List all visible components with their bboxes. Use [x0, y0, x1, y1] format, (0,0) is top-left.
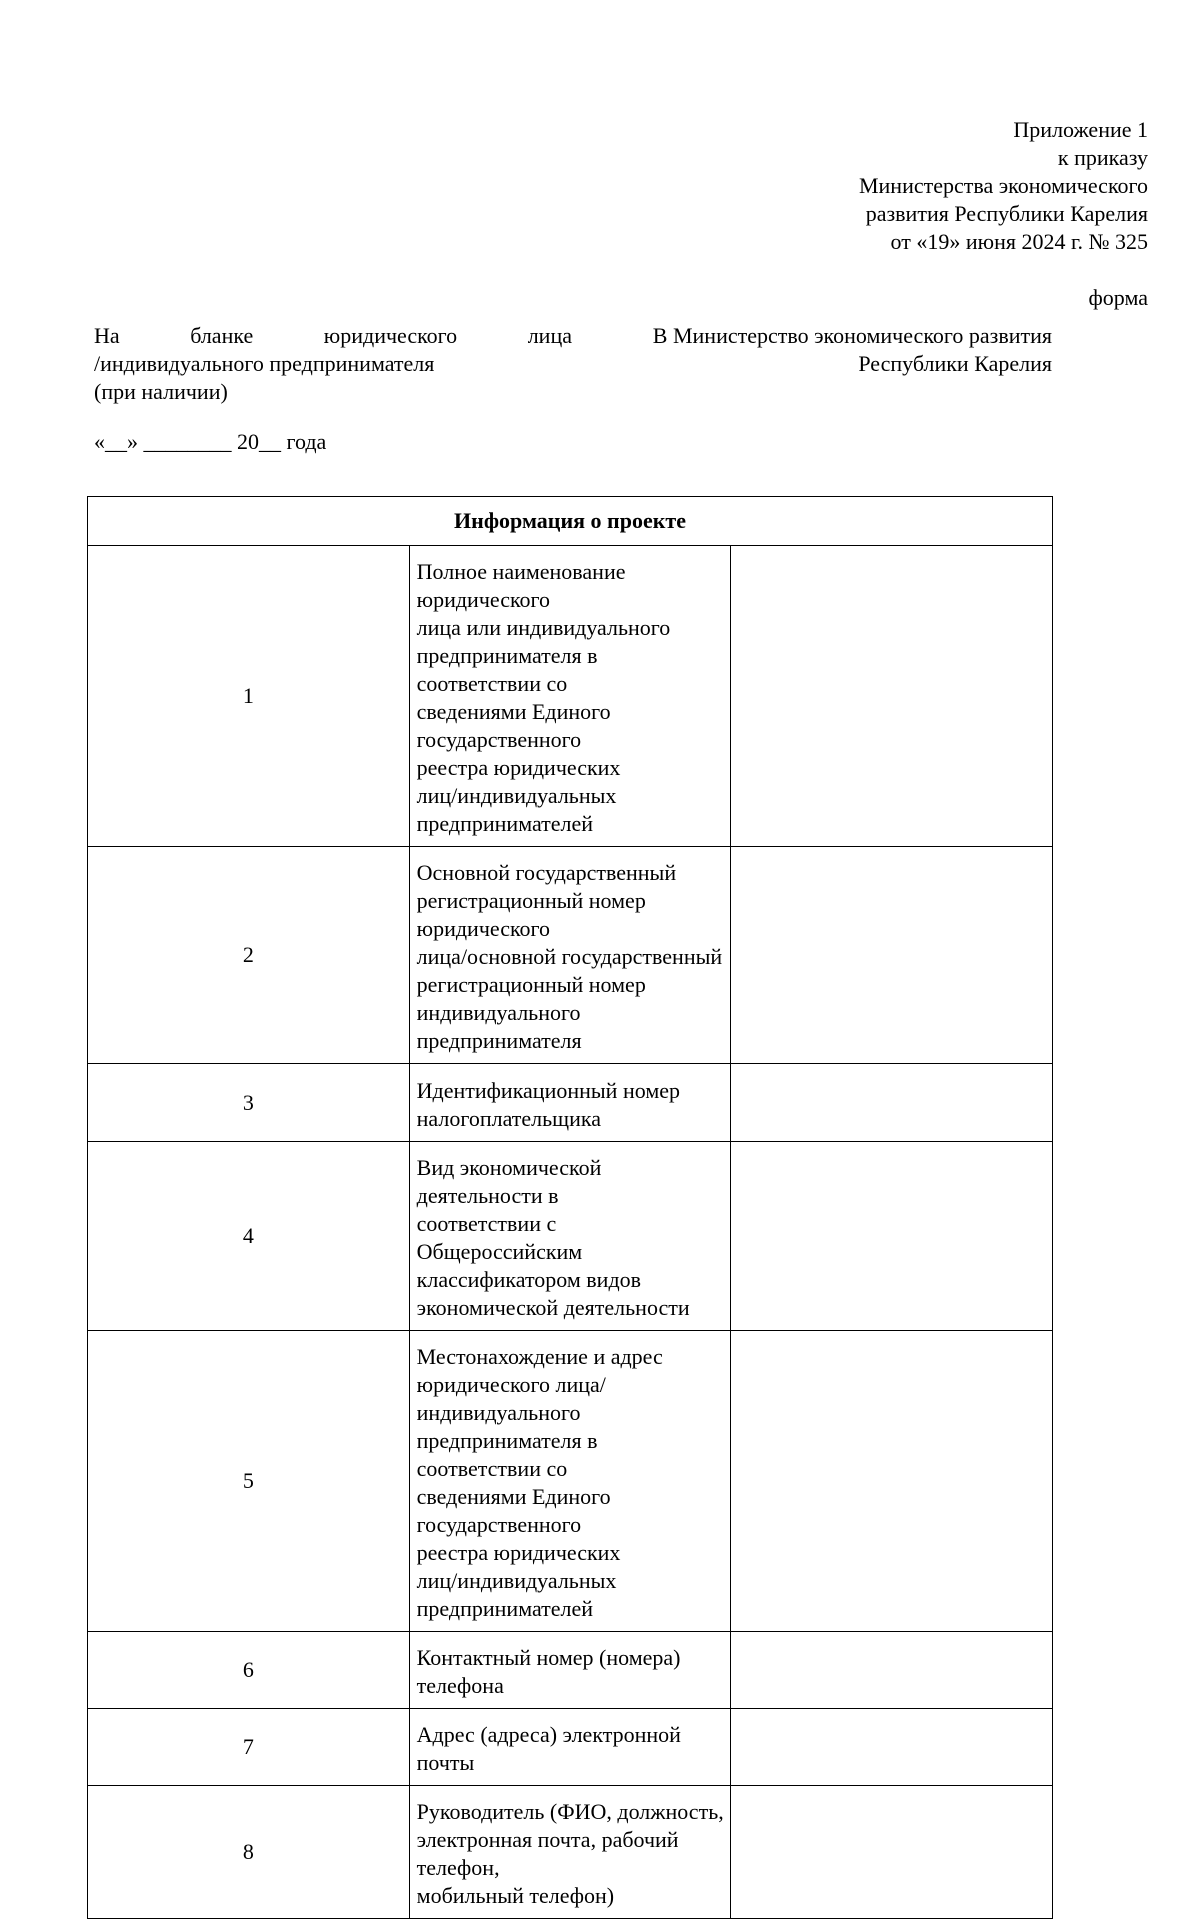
- description-line: мобильный телефон): [416, 1883, 615, 1908]
- description-line: регистрационный номер юридического: [416, 888, 646, 941]
- description-line: реестра юридических: [416, 1540, 621, 1565]
- description-line: лиц/индивидуальных: [416, 1568, 617, 1593]
- addressee-line: Республики Карелия: [858, 351, 1052, 376]
- row-number: 1: [88, 546, 410, 847]
- description-line: предпринимателей: [416, 811, 594, 836]
- description-line: сведениями Единого государственного: [416, 1484, 611, 1537]
- description-line: регистрационный номер: [416, 972, 646, 997]
- addressee-line: В Министерство экономического развития: [652, 323, 1052, 348]
- description-line: реестра юридических: [416, 755, 621, 780]
- letterhead-line: (при наличии): [94, 379, 228, 404]
- row-value-field[interactable]: [731, 1331, 1053, 1632]
- table-row: [88, 1142, 1053, 1331]
- row-number: 3: [88, 1064, 410, 1142]
- project-info-table: [87, 496, 1053, 1919]
- description-line: классификатором видов: [416, 1267, 642, 1292]
- row-number: 7: [88, 1709, 410, 1786]
- appendix-line: от «19» июня 2024 г. № 325: [890, 229, 1148, 254]
- description-line: Основной государственный: [416, 860, 677, 885]
- table-row: [88, 546, 1053, 847]
- appendix-line: к приказу: [1057, 145, 1148, 170]
- row-value-field[interactable]: [731, 1142, 1053, 1331]
- appendix-line: Министерства экономического: [858, 173, 1148, 198]
- row-value-field[interactable]: [731, 847, 1053, 1064]
- description-line: соответствии с Общероссийским: [416, 1211, 583, 1264]
- description-line: Идентификационный номер: [416, 1077, 681, 1103]
- row-description: [409, 1142, 731, 1331]
- row-number: 2: [88, 847, 410, 1064]
- description-line: лиц/индивидуальных: [416, 783, 617, 808]
- row-number: 5: [88, 1331, 410, 1632]
- letterhead-word: юридического: [323, 323, 458, 348]
- description-line: Полное наименование юридического: [416, 559, 626, 612]
- letterhead-line: /индивидуального предпринимателя: [94, 351, 435, 376]
- row-number: 8: [88, 1786, 410, 1919]
- row-description: [409, 1786, 731, 1919]
- appendix-line: Приложение 1: [1013, 117, 1148, 142]
- description-line: юридического лица/индивидуального: [416, 1372, 606, 1425]
- row-description: [409, 1709, 731, 1786]
- description-line: лица или индивидуального: [416, 615, 671, 640]
- row-description: [409, 1064, 731, 1142]
- description-line: сведениями Единого государственного: [416, 699, 611, 752]
- row-number: 6: [88, 1632, 410, 1709]
- table-row: [88, 847, 1053, 1064]
- addressee: [600, 322, 1052, 378]
- date-line: «__» ________ 20__ года: [94, 429, 327, 454]
- description-line: Контактный номер (номера) телефона: [416, 1645, 681, 1698]
- description-line: электронная почта, рабочий телефон,: [416, 1827, 679, 1880]
- appendix-header: [628, 116, 1148, 256]
- description-line: предпринимателей: [416, 1596, 594, 1621]
- description-line: Местонахождение и адрес: [416, 1344, 663, 1369]
- table-body: [88, 546, 1053, 1919]
- table-row: [88, 1064, 1053, 1142]
- row-description: [409, 1331, 731, 1632]
- appendix-line: развития Республики Карелия: [865, 201, 1148, 226]
- table-title: Информация о проекте: [88, 497, 1053, 546]
- row-value-field[interactable]: [731, 1786, 1053, 1919]
- description-line: предпринимателя в соответствии со: [416, 1428, 598, 1481]
- row-value-field[interactable]: [731, 546, 1053, 847]
- letterhead-note: [94, 322, 572, 406]
- table-row: [88, 1331, 1053, 1632]
- table-row: [88, 1786, 1053, 1919]
- description-line: экономической деятельности: [416, 1295, 690, 1320]
- row-value-field[interactable]: [731, 1709, 1053, 1786]
- table-row: [88, 1709, 1053, 1786]
- description-line: индивидуального предпринимателя: [416, 1000, 582, 1053]
- letterhead-word: На: [94, 323, 120, 348]
- row-number: 4: [88, 1142, 410, 1331]
- row-value-field[interactable]: [731, 1064, 1053, 1142]
- letterhead-word: лица: [527, 323, 572, 348]
- form-label: форма: [1088, 285, 1148, 310]
- row-description: [409, 847, 731, 1064]
- row-description: [409, 546, 731, 847]
- table-header-row: [88, 497, 1053, 546]
- description-line: Вид экономической деятельности в: [416, 1155, 602, 1208]
- letterhead-line: [94, 322, 572, 350]
- description-line: Адрес (адреса) электронной почты: [416, 1722, 681, 1775]
- description-line: лица/основной государственный: [416, 944, 723, 969]
- description-line: налогоплательщика: [416, 1105, 602, 1131]
- description-line: предпринимателя в соответствии со: [416, 643, 598, 696]
- letterhead-word: бланке: [190, 323, 254, 348]
- description-line: Руководитель (ФИО, должность,: [416, 1799, 724, 1824]
